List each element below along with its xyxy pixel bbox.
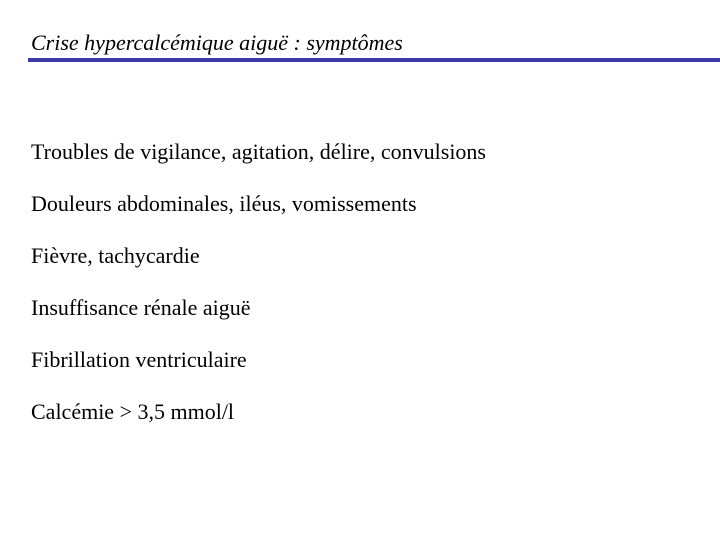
title-underline-rule (28, 58, 720, 62)
symptom-item: Douleurs abdominales, iléus, vomissements (31, 191, 417, 216)
slide-title: Crise hypercalcémique aiguë : symptômes (31, 30, 403, 55)
symptom-item: Fibrillation ventriculaire (31, 347, 247, 372)
symptom-item: Calcémie > 3,5 mmol/l (31, 399, 235, 424)
symptom-item: Insuffisance rénale aiguë (31, 295, 251, 320)
symptom-item: Troubles de vigilance, agitation, délire, convulsions (31, 139, 486, 164)
symptom-list (31, 138, 486, 450)
symptom-item: Fièvre, tachycardie (31, 243, 200, 268)
